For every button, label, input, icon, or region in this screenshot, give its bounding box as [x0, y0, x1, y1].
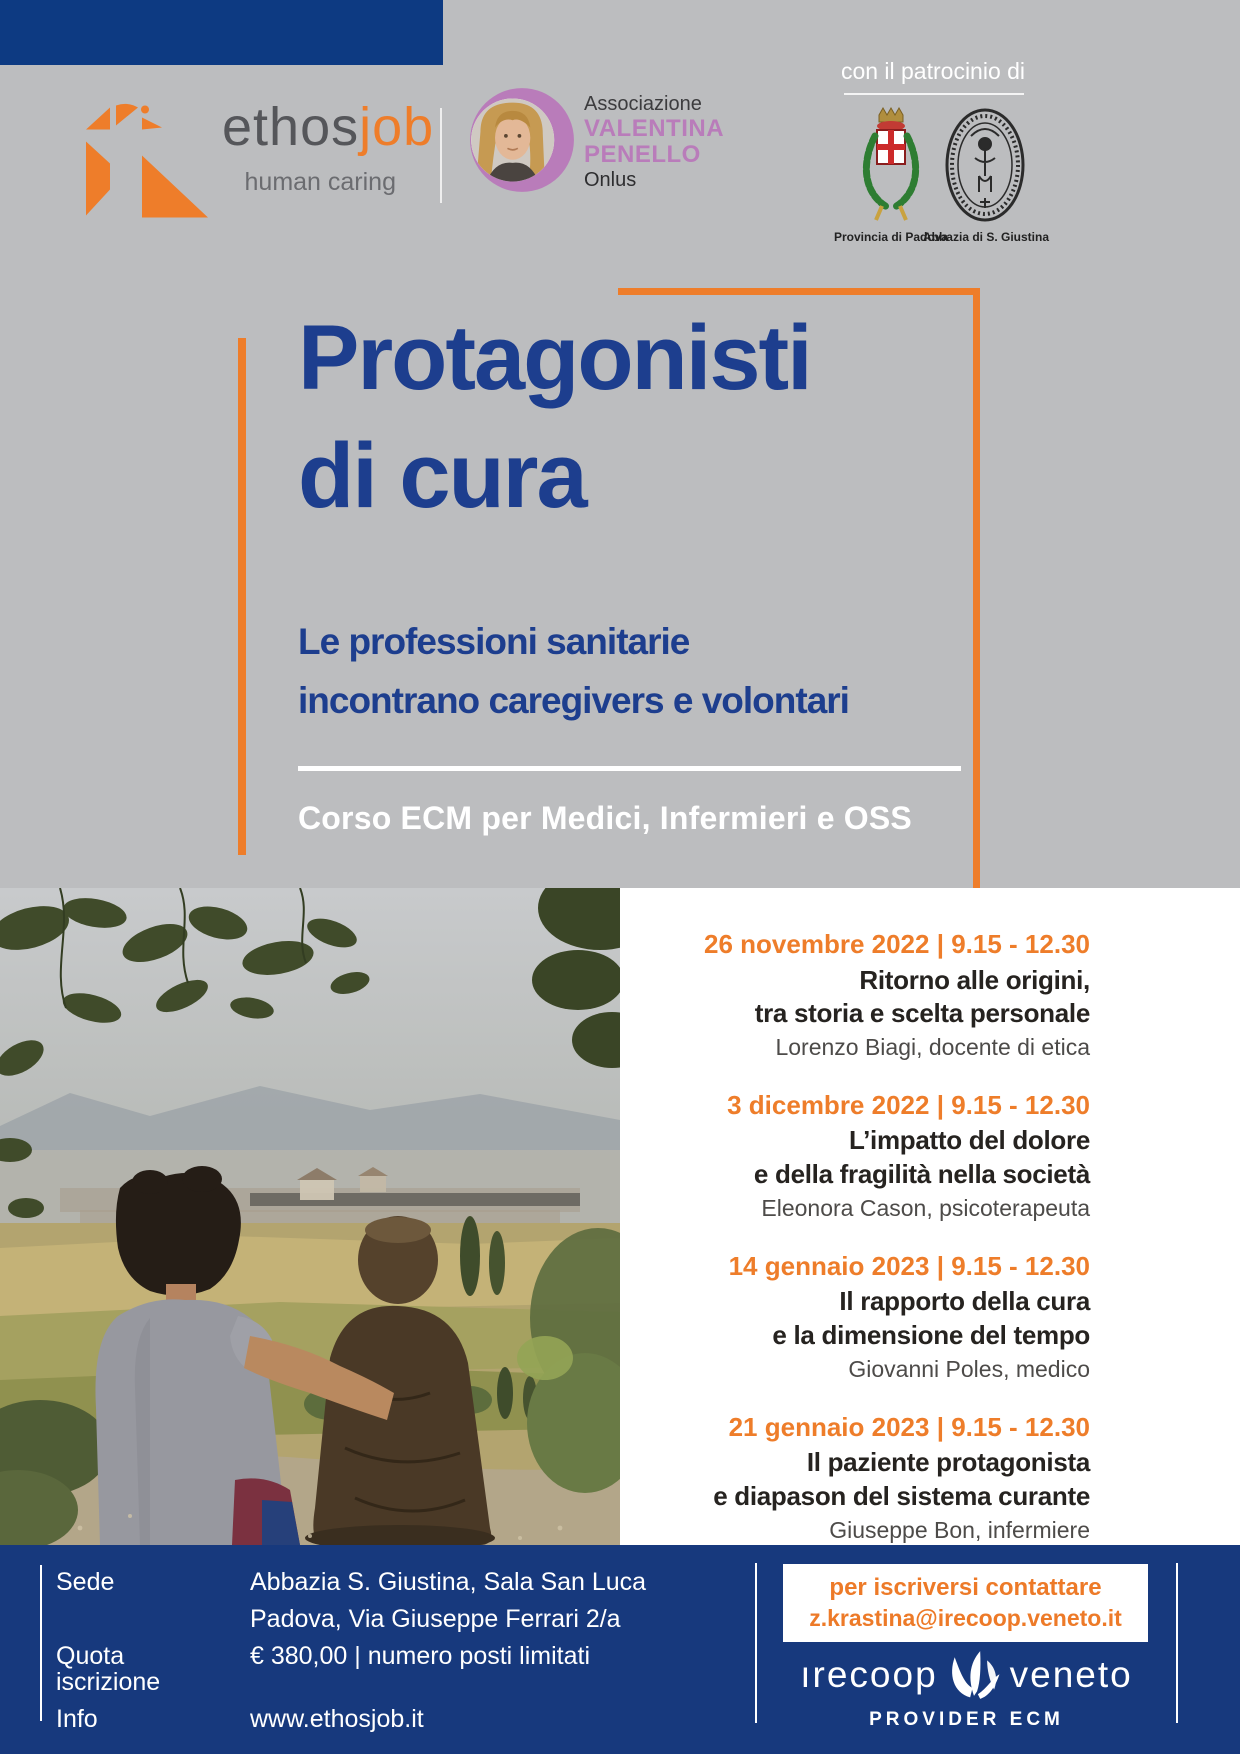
orange-frame-right: [973, 288, 980, 888]
page-title: [298, 300, 811, 536]
valentina-penello-text: [584, 94, 724, 192]
session-title-line: L’impatto del dolore: [848, 1125, 1090, 1156]
session-date: 3 dicembre 2022 | 9.15 - 12.30: [727, 1089, 1090, 1120]
session-date: 26 novembre 2022 | 9.15 - 12.30: [704, 929, 1090, 959]
subtitle-line-1: Le professioni sanitarie: [298, 621, 690, 662]
contact-instruction: per iscriversi contattare: [829, 1574, 1102, 1601]
provincia-padova-caption: Provincia di Padova: [833, 230, 949, 244]
session-item: [729, 1250, 1090, 1385]
provincia-padova-crest-icon: [860, 106, 922, 224]
session-item: [727, 1089, 1090, 1224]
session-title-line: tra storia e scelta personale: [754, 997, 1090, 1028]
footer-label-quota: Quota iscrizione: [56, 1642, 161, 1696]
patronage-label: con il patrocinio di: [840, 58, 1026, 84]
date-separator: |: [936, 1411, 944, 1442]
patronage-rule: [844, 93, 1024, 95]
subtitle: [298, 612, 849, 730]
session-date: 21 gennaio 2023 | 9.15 - 12.30: [728, 1411, 1090, 1442]
abbazia-caption: Abbazia di S. Giustina: [922, 230, 1050, 244]
white-rule: [298, 766, 961, 771]
footer-value-website-link[interactable]: www.ethosjob.it: [250, 1705, 424, 1733]
session-speaker: Giuseppe Bon, infermiere: [829, 1516, 1090, 1543]
provider-block: [756, 1647, 1177, 1731]
veneto-word: veneto: [1009, 1654, 1133, 1695]
orange-frame-top: [618, 288, 980, 295]
main-section: [0, 888, 1240, 1545]
session-item: [713, 1411, 1090, 1546]
session-title-line: e diapason del sistema curante: [713, 1480, 1090, 1511]
irecoop-veneto-logo: [756, 1647, 1177, 1703]
date-separator: |: [936, 1250, 944, 1281]
session-title-line: e la dimensione del tempo: [772, 1319, 1090, 1350]
contact-box: [783, 1564, 1148, 1642]
session-date: 14 gennaio 2023 | 9.15 - 12.30: [728, 1250, 1090, 1281]
footer: [0, 1545, 1240, 1754]
session-title-line: Il rapporto della cura: [839, 1286, 1090, 1317]
association-name-1: VALENTINA: [584, 114, 725, 142]
date-separator: |: [936, 1089, 944, 1120]
session-item: [704, 928, 1090, 1063]
session-title-line: e della fragilità nella società: [753, 1158, 1090, 1189]
session-title-line: Il paziente protagonista: [806, 1447, 1090, 1478]
schedule-list: [620, 888, 1090, 1545]
footer-info-grid: [56, 1569, 646, 1732]
footer-label-sede: Sede: [56, 1568, 115, 1596]
association-name-2: PENELLO: [584, 140, 701, 168]
orange-accent-bar: [238, 338, 246, 855]
abbazia-seal-icon: [942, 106, 1028, 224]
header-divider: [440, 108, 442, 203]
landscape-photo: [0, 888, 620, 1545]
ethos-word: ethos: [222, 97, 360, 157]
date-separator: |: [936, 929, 944, 959]
title-line-2: di cura: [298, 424, 586, 527]
top-blue-bar: [0, 0, 443, 65]
footer-value-quota: € 380,00 | numero posti limitati: [250, 1642, 591, 1670]
course-label: Corso ECM per Medici, Infermieri e OSS: [298, 800, 912, 836]
title-line-1: Protagonisti: [298, 307, 811, 409]
session-speaker: Giovanni Poles, medico: [848, 1355, 1090, 1382]
irecoop-word: ırecoop: [800, 1654, 938, 1695]
irecoop-shell-icon: [947, 1648, 1001, 1702]
footer-value-sede-1: Abbazia S. Giustina, Sala San Luca: [250, 1568, 647, 1596]
session-speaker: Eleonora Cason, psicoterapeuta: [761, 1194, 1090, 1221]
association-onlus: Onlus: [584, 169, 637, 192]
subtitle-line-2: incontrano caregivers e volontari: [298, 680, 849, 722]
valentina-penello-logo-icon: [468, 86, 576, 194]
footer-label-info: Info: [56, 1705, 98, 1733]
session-speaker: Lorenzo Biagi, docente di etica: [775, 1034, 1090, 1061]
footer-left-rule: [40, 1565, 42, 1721]
footer-label-empty: [56, 1606, 234, 1632]
brand-tagline: human caring: [244, 168, 396, 196]
contact-email-link[interactable]: z.krastina@irecoop.veneto.it: [809, 1605, 1122, 1631]
association-word: Associazione: [584, 93, 702, 115]
job-word: job: [359, 97, 435, 157]
footer-divider-2: [1176, 1563, 1178, 1723]
ethosjob-logo-icon: [84, 96, 214, 224]
footer-value-sede-2: Padova, Via Giuseppe Ferrari 2/a: [250, 1605, 621, 1633]
session-title-line: Ritorno alle origini,: [859, 964, 1090, 995]
ethosjob-wordmark: [222, 96, 434, 158]
provider-ecm-label: PROVIDER ECM: [869, 1709, 1064, 1730]
